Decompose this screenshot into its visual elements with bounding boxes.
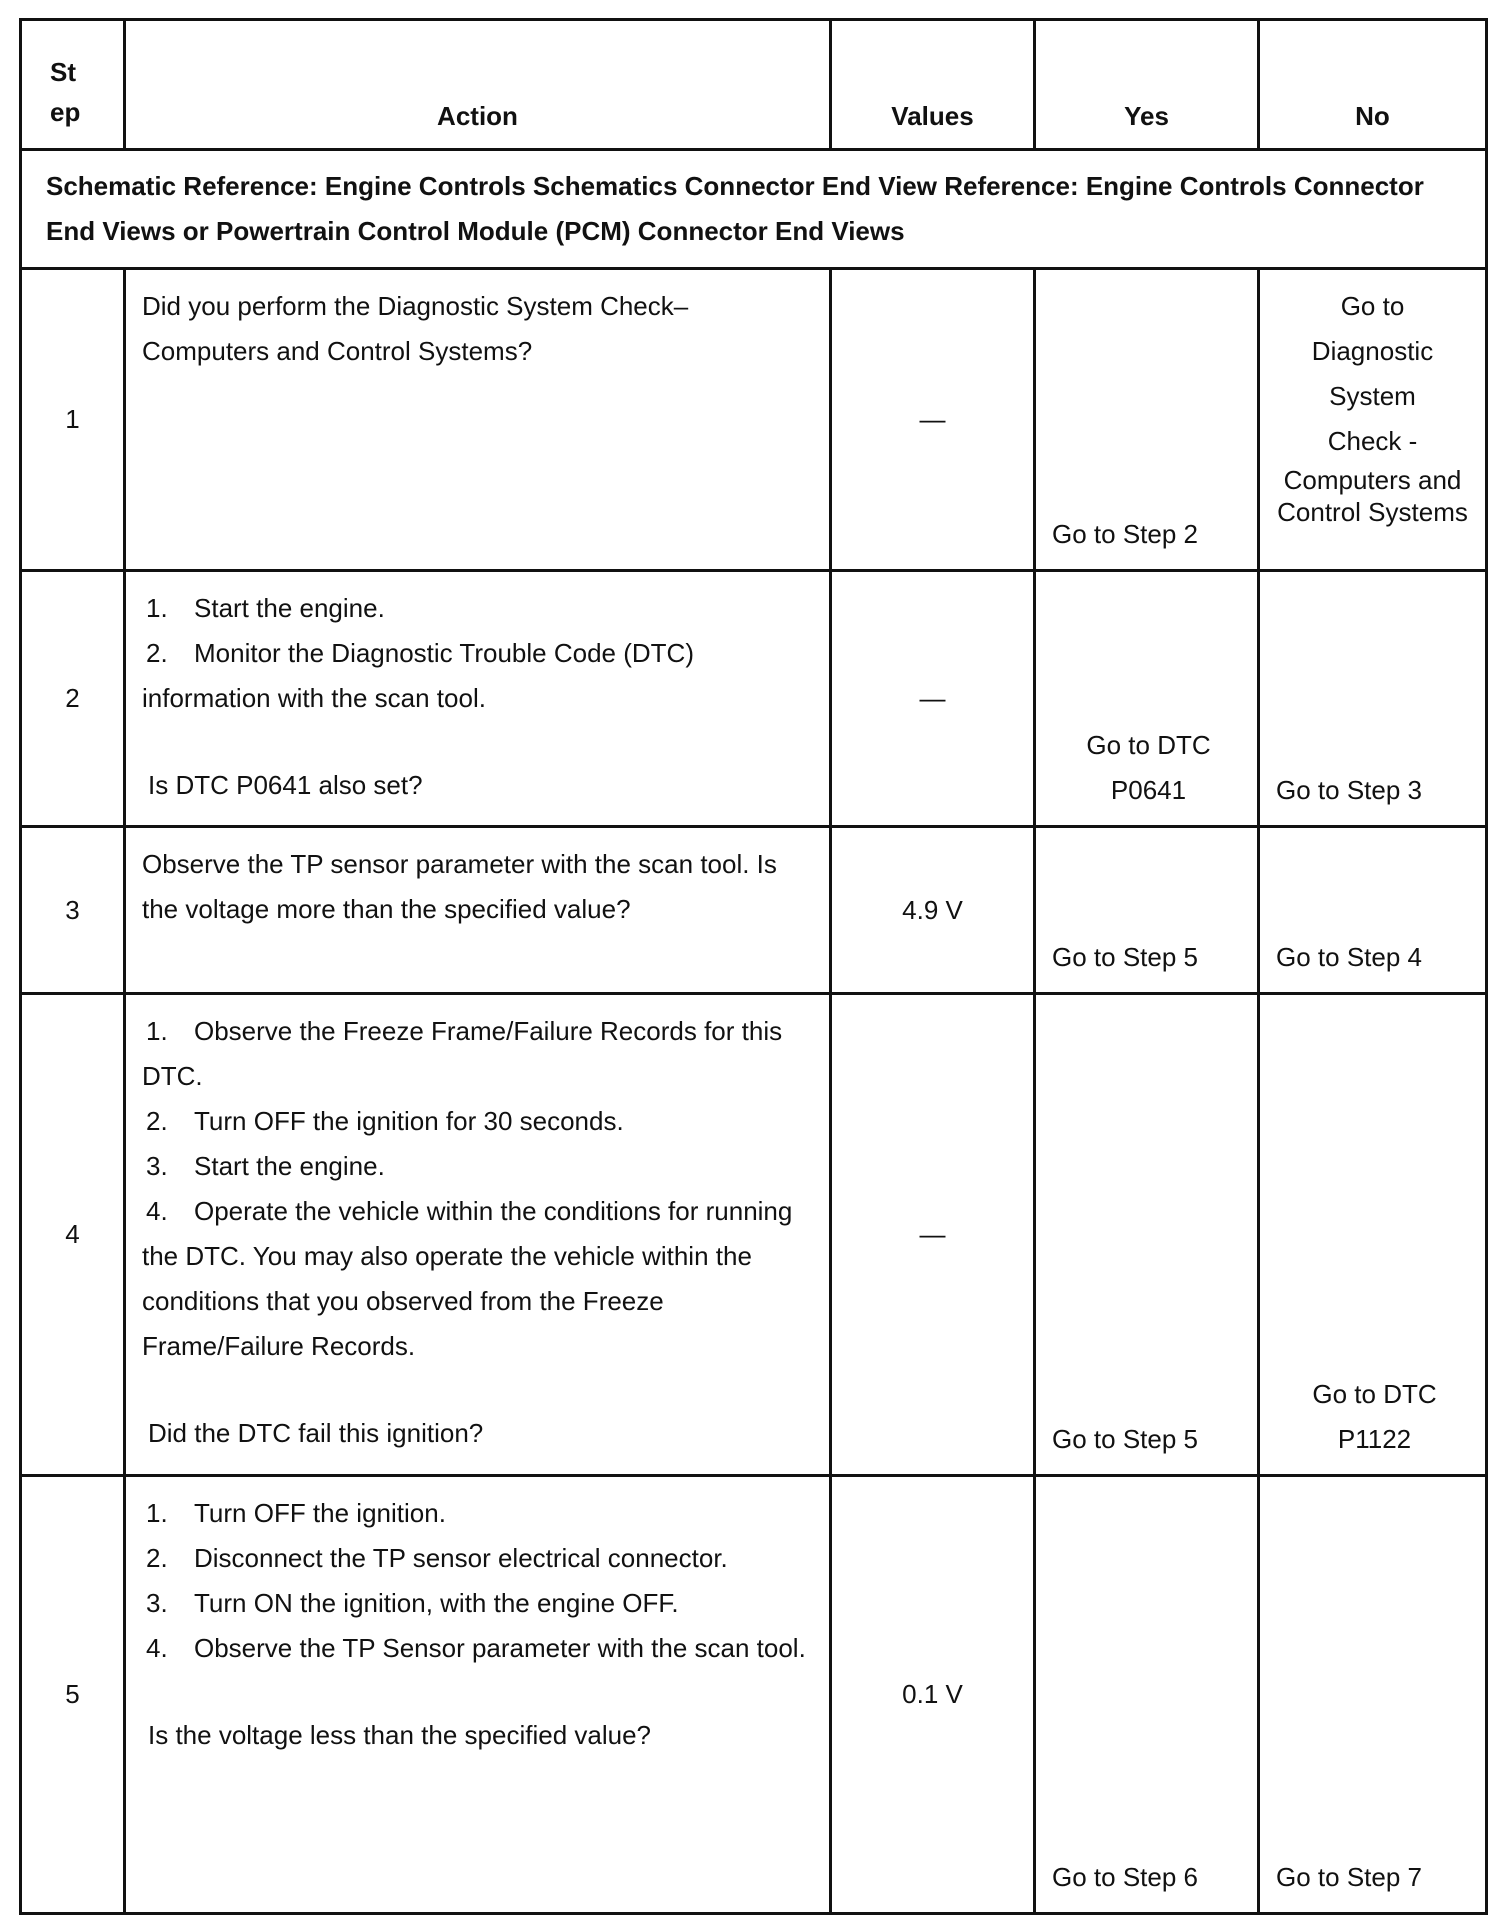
value-cell: 4.9 V (831, 827, 1035, 994)
step-row-1 (21, 269, 1487, 571)
action-question: Did the DTC fail this ignition? (148, 1418, 484, 1448)
list-item: 2. Disconnect the TP sensor electrical connector. (146, 1543, 728, 1573)
header-step: St ep (21, 20, 125, 150)
diagnostic-table (19, 18, 1488, 1915)
step-number: 5 (21, 1476, 125, 1914)
value-cell: — (831, 269, 1035, 571)
yes-cell: Go to Step 2 (1035, 269, 1259, 571)
step-number: 1 (21, 269, 125, 571)
header-yes: Yes (1035, 20, 1259, 150)
action-text (125, 994, 831, 1476)
action-question: Is the voltage less than the specified value? (148, 1720, 651, 1750)
no-cell: Go to Diagnostic System Check - Computers and Control Systems (1259, 269, 1487, 571)
step-row-3 (21, 827, 1487, 994)
header-no: No (1259, 20, 1487, 150)
header-values: Values (831, 20, 1035, 150)
no-cell: Go to Step 4 (1259, 827, 1487, 994)
no-cell: Go to DTC P1122 (1259, 994, 1487, 1476)
step-row-5 (21, 1476, 1487, 1914)
step-row-4 (21, 994, 1487, 1476)
step-number: 2 (21, 571, 125, 827)
header-action: Action (125, 20, 831, 150)
action-text: Observe the TP sensor parameter with the scan tool. Is the voltage more than the specified value? (125, 827, 831, 994)
list-item: 4. Operate the vehicle within the conditions for running the DTC. You may also operate the vehicle within the conditions that you observed from the Freeze Frame/Failure Records. (142, 1196, 793, 1361)
list-item: 1. Start the engine. (146, 593, 385, 623)
list-item: 3. Turn ON the ignition, with the engine OFF. (146, 1588, 679, 1618)
no-cell: Go to Step 7 (1259, 1476, 1487, 1914)
list-item: 1. Observe the Freeze Frame/Failure Records for this DTC. (142, 1016, 783, 1091)
list-item: 4. Observe the TP Sensor parameter with the scan tool. (146, 1633, 806, 1663)
step-number: 4 (21, 994, 125, 1476)
header-row (21, 20, 1487, 150)
list-item: 2. Turn OFF the ignition for 30 seconds. (146, 1106, 624, 1136)
no-cell: Go to Step 3 (1259, 571, 1487, 827)
yes-cell: Go to DTC P0641 (1035, 571, 1259, 827)
reference-row (21, 150, 1487, 269)
action-text (125, 571, 831, 827)
list-item: 3. Start the engine. (146, 1151, 385, 1181)
step-row-2 (21, 571, 1487, 827)
action-text: Did you perform the Diagnostic System Check– Computers and Control Systems? (125, 269, 831, 571)
value-cell: — (831, 994, 1035, 1476)
value-cell: 0.1 V (831, 1476, 1035, 1914)
action-question: Is DTC P0641 also set? (148, 770, 423, 800)
yes-cell: Go to Step 5 (1035, 827, 1259, 994)
yes-cell: Go to Step 6 (1035, 1476, 1259, 1914)
list-item: 2. Monitor the Diagnostic Trouble Code (DTC) information with the scan tool. (142, 638, 694, 713)
list-item: 1. Turn OFF the ignition. (146, 1498, 446, 1528)
step-number: 3 (21, 827, 125, 994)
yes-cell: Go to Step 5 (1035, 994, 1259, 1476)
action-text (125, 1476, 831, 1914)
value-cell: — (831, 571, 1035, 827)
schematic-reference: Schematic Reference: Engine Controls Schematics Connector End View Reference: Engine Controls Connector End Views or Powertrain Control Module (PCM) Connector End Views (21, 150, 1487, 269)
